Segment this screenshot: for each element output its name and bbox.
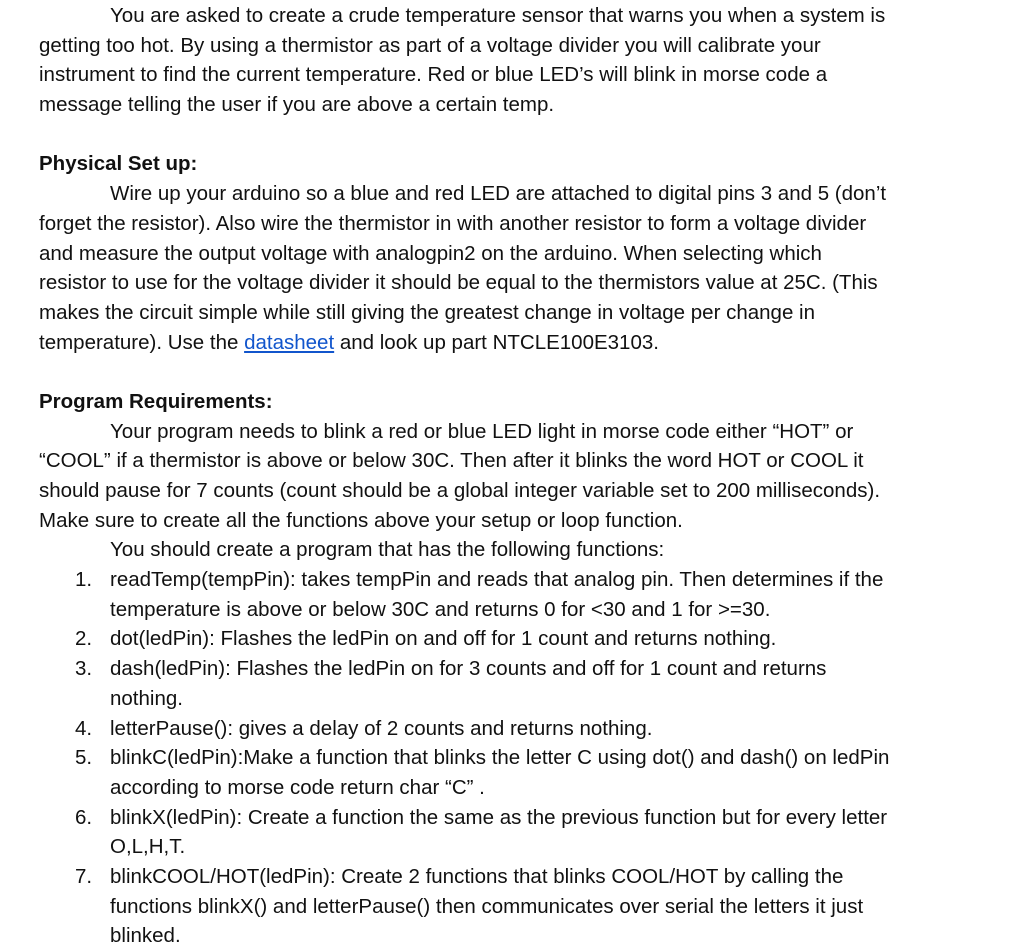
- blank-line: [39, 120, 969, 150]
- list-number: 3.: [75, 657, 93, 681]
- requirements-line: Make sure to create all the functions above your setup or loop function.: [39, 508, 683, 532]
- list-item: [39, 743, 969, 773]
- requirements-line: Your program needs to blink a red or blue LED light in morse code either “HOT” or: [110, 419, 854, 443]
- list-number: 7.: [75, 864, 93, 888]
- list-item-text: dash(ledPin): Flashes the ledPin on for 3 counts and off for 1 count and returns: [110, 657, 827, 681]
- list-number: 2.: [75, 627, 93, 651]
- intro-line: getting too hot. By using a thermistor as part of a voltage divider you will calibrate your: [39, 33, 821, 57]
- list-number: 6.: [75, 805, 93, 829]
- setup-heading: Physical Set up:: [39, 152, 198, 176]
- list-item: [39, 624, 969, 654]
- intro-paragraph: [39, 1, 969, 120]
- list-item-text: blinkX(ledPin): Create a function the same as the previous function but for every letter: [110, 805, 888, 829]
- list-number: 1.: [75, 568, 93, 592]
- setup-line: Wire up your arduino so a blue and red LED are attached to digital pins 3 and 5 (don’t: [110, 182, 887, 206]
- intro-line: instrument to find the current temperature. Red or blue LED’s will blink in morse code a: [39, 63, 828, 87]
- requirements-section: [39, 387, 969, 951]
- functions-list: [39, 565, 969, 951]
- setup-line: and measure the output voltage with analogpin2 on the arduino. When selecting which: [39, 241, 822, 265]
- list-item-continuation: temperature is above or below 30C and returns 0 for <30 and 1 for >=30.: [110, 597, 771, 621]
- list-item: [39, 565, 969, 595]
- list-item-text: letterPause(): gives a delay of 2 counts and returns nothing.: [110, 716, 653, 740]
- list-item-continuation: blinked.: [110, 924, 181, 948]
- list-item-continuation: functions blinkX() and letterPause() then communicates over serial the letters it just: [110, 894, 864, 918]
- intro-line: You are asked to create a crude temperature sensor that warns you when a system is: [110, 4, 886, 27]
- requirements-heading: Program Requirements:: [39, 389, 273, 413]
- list-number: 5.: [75, 746, 93, 770]
- list-item-text: blinkC(ledPin):Make a function that blinks the letter C using dot() and dash() on ledPin: [110, 746, 890, 770]
- document-page: [39, 0, 969, 951]
- requirements-line: should pause for 7 counts (count should be a global integer variable set to 200 milliseconds).: [39, 479, 881, 502]
- list-item-continuation: nothing.: [110, 686, 183, 710]
- list-number: 4.: [75, 716, 93, 740]
- list-item: [39, 714, 969, 744]
- setup-line: makes the circuit simple while still giving the greatest change in voltage per change in: [39, 300, 815, 324]
- requirements-line: “COOL” if a thermistor is above or below 30C. Then after it blinks the word HOT or COOL it: [39, 449, 864, 473]
- setup-line-with-link: [39, 328, 969, 358]
- list-item-text: dot(ledPin): Flashes the ledPin on and off for 1 count and returns nothing.: [110, 627, 777, 651]
- list-item: [39, 862, 969, 892]
- functions-intro: You should create a program that has the following functions:: [110, 538, 665, 562]
- list-item-text: readTemp(tempPin): takes tempPin and reads that analog pin. Then determines if the: [110, 568, 884, 592]
- datasheet-link[interactable]: datasheet: [244, 330, 335, 354]
- setup-section: [39, 149, 969, 357]
- list-item: [39, 803, 969, 833]
- blank-line: [39, 357, 969, 387]
- setup-line-text: temperature). Use the: [39, 330, 245, 354]
- list-item: [39, 654, 969, 684]
- setup-line: forget the resistor). Also wire the thermistor in with another resistor to form a voltage divider: [39, 211, 867, 235]
- list-item-continuation: according to morse code return char “C” .: [110, 775, 485, 799]
- setup-line-text: and look up part NTCLE100E3103.: [334, 330, 659, 354]
- list-item-continuation: O,L,H,T.: [110, 835, 186, 859]
- intro-line: message telling the user if you are above a certain temp.: [39, 93, 555, 117]
- setup-line: resistor to use for the voltage divider it should be equal to the thermistors value at 25C. (This: [39, 271, 878, 295]
- list-item-text: blinkCOOL/HOT(ledPin): Create 2 functions that blinks COOL/HOT by calling the: [110, 864, 844, 888]
